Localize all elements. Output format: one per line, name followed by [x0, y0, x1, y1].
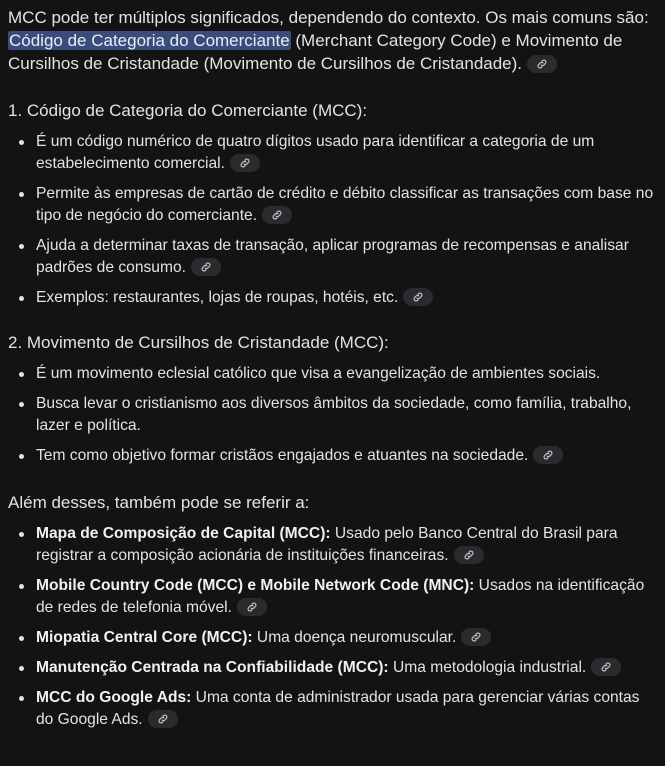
list-item: Mobile Country Code (MCC) e Mobile Network Code (MNC): Usados na identificação de redes de telefonia móvel. [8, 575, 657, 619]
source-link-chip[interactable] [533, 446, 563, 464]
list-item: Tem como objetivo formar cristãos engajados e atuantes na sociedade. [8, 445, 657, 467]
source-link-chip[interactable] [148, 710, 178, 728]
link-icon [271, 209, 283, 221]
link-icon [600, 661, 612, 673]
source-link-chip[interactable] [237, 598, 267, 616]
other-meanings-list [8, 523, 657, 731]
source-link-chip[interactable] [461, 628, 491, 646]
link-icon [463, 549, 475, 561]
source-link-chip[interactable] [403, 288, 433, 306]
list-item: Mapa de Composição de Capital (MCC): Usado pelo Banco Central do Brasil para registrar a composição acionária de instituições financeiras. [8, 523, 657, 567]
term: Manutenção Centrada na Confiabilidade (MCC): [36, 659, 389, 676]
list-item: Exemplos: restaurantes, lojas de roupas, hotéis, etc. [8, 287, 657, 309]
intro-text-before: MCC pode ter múltiplos significados, dependendo do contexto. Os mais comuns são: [8, 8, 649, 27]
intro-text-after: (Merchant Category Code) e Movimento de Cursilhos de Cristandade (Movimento de Cursilhos de Cristandade). [8, 31, 623, 73]
list-item: Busca levar o cristianismo aos diversos âmbitos da sociedade, como família, trabalho, lazer e política. [8, 393, 657, 437]
link-icon [470, 631, 482, 643]
list-item: É um código numérico de quatro dígitos usado para identificar a categoria de um estabelecimento comercial. [8, 131, 657, 175]
list-item: É um movimento eclesial católico que visa a evangelização de ambientes sociais. [8, 363, 657, 385]
source-link-chip[interactable] [591, 658, 621, 676]
source-link-chip[interactable] [230, 154, 260, 172]
section-heading-merchant-code: 1. Código de Categoria do Comerciante (MCC): [8, 101, 368, 120]
term: Miopatia Central Core (MCC): [36, 629, 253, 646]
section-heading-cursilhos: 2. Movimento de Cursilhos de Cristandade (MCC): [8, 333, 389, 352]
link-icon [412, 291, 424, 303]
link-icon [157, 713, 169, 725]
highlighted-text[interactable]: Código de Categoria do Comerciante [9, 31, 290, 50]
link-icon [542, 449, 554, 461]
list-item: Manutenção Centrada na Confiabilidade (MCC): Uma metodologia industrial. [8, 657, 657, 679]
term: Mapa de Composição de Capital (MCC): [36, 525, 331, 542]
term: MCC do Google Ads: [36, 689, 192, 706]
list-item: Permite às empresas de cartão de crédito e débito classificar as transações com base no tipo de negócio do comerciante. [8, 183, 657, 227]
source-link-chip[interactable] [191, 258, 221, 276]
cursilhos-list [8, 363, 657, 467]
link-icon [536, 58, 548, 70]
list-item: Miopatia Central Core (MCC): Uma doença neuromuscular. [8, 627, 657, 649]
list-item: Ajuda a determinar taxas de transação, aplicar programas de recompensas e analisar padrões de consumo. [8, 235, 657, 279]
merchant-code-list [8, 131, 657, 309]
source-link-chip[interactable] [262, 206, 292, 224]
link-icon [246, 601, 258, 613]
source-link-chip[interactable] [527, 55, 557, 73]
section-heading-other-meanings: Além desses, também pode se referir a: [8, 493, 310, 512]
intro-paragraph [8, 6, 657, 75]
link-icon [239, 157, 251, 169]
list-item: MCC do Google Ads: Uma conta de administrador usada para gerenciar várias contas do Google Ads. [8, 687, 657, 731]
term: Mobile Country Code (MCC) e Mobile Network Code (MNC): [36, 577, 475, 594]
source-link-chip[interactable] [454, 546, 484, 564]
link-icon [200, 261, 212, 273]
